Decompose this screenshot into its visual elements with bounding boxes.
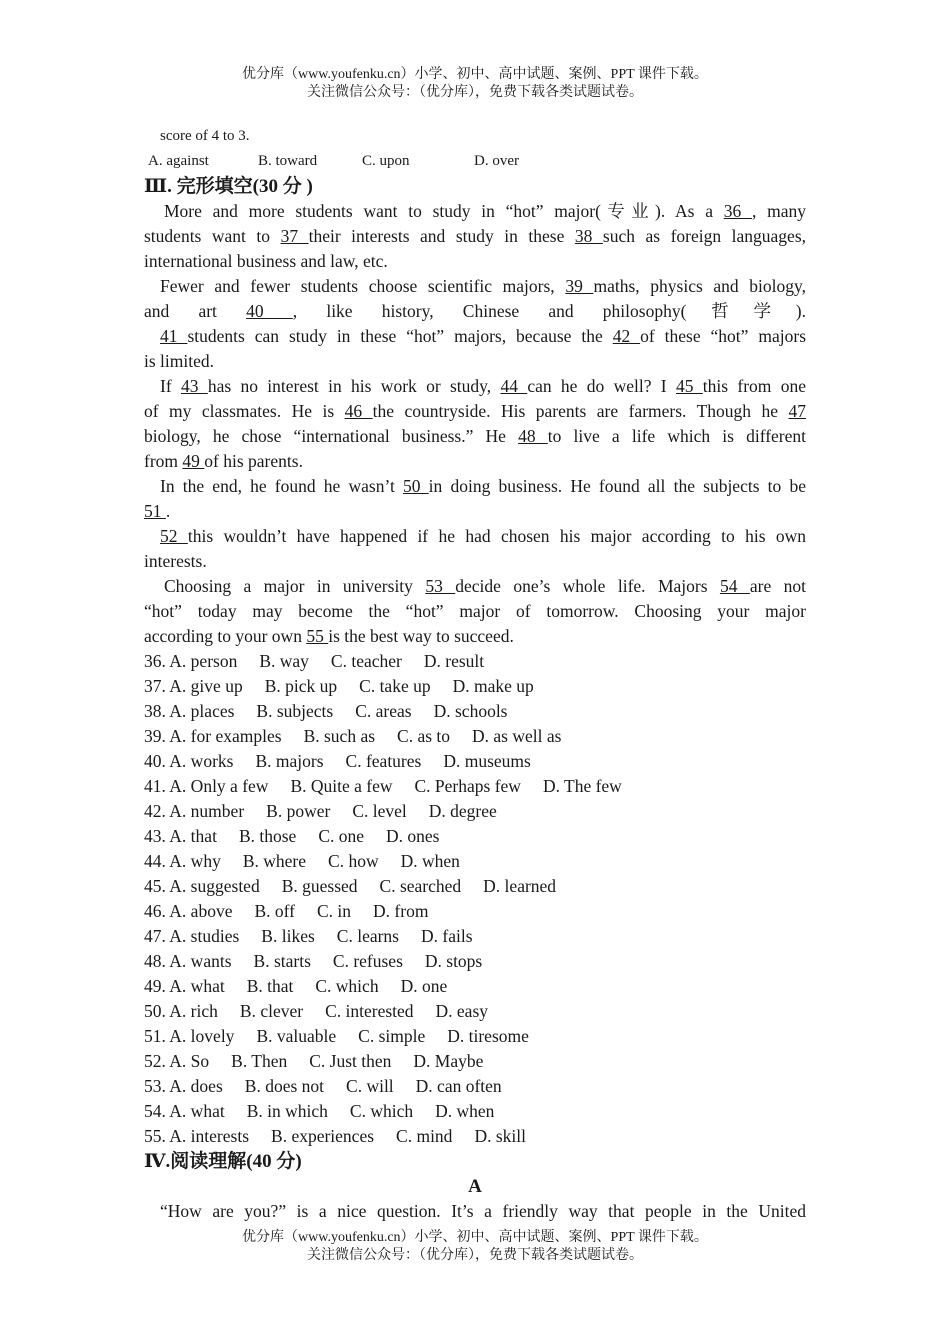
passage-text: such as foreign languages, [602,226,807,246]
option-c: C. simple [358,1026,426,1046]
question-number: 38. [144,701,166,721]
passage-line [144,549,806,574]
passage-line [144,574,806,599]
option-b: B. way [259,651,309,671]
option-a: A. does [169,1076,223,1096]
option-c: C. level [352,801,407,821]
passage-line [144,374,806,399]
option-b: B. likes [261,926,315,946]
question-number: 47. [144,926,166,946]
passage-line [144,599,806,624]
passage-line [144,349,806,374]
question-row [144,749,806,774]
question-row [144,924,806,949]
option-a: A. places [169,701,235,721]
option-d: D. learned [483,876,557,896]
question-number: 42. [144,801,166,821]
passage-text: . [165,501,171,521]
option-c: C. in [317,901,352,921]
question-row [144,974,806,999]
blank-number: 37 [280,226,309,246]
passage-line [144,499,806,524]
option-d: D. ones [386,826,440,846]
passage-text: biology, he chose “international business.” He [144,426,519,446]
question-number: 50. [144,1001,166,1021]
option-b: B. does not [244,1076,325,1096]
question-row [144,949,806,974]
option-b: B. subjects [256,701,334,721]
blank-number: 49 [182,451,205,471]
option-a: A. works [169,751,234,771]
option-d: D. schools [433,701,508,721]
option-b: B. those [238,826,297,846]
option-d: D. over [474,153,519,169]
option-c: C. searched [379,876,462,896]
option-b: B. such as [303,726,376,746]
option-c: C. how [328,851,379,871]
blank-number: 43 [180,376,208,396]
option-b: B. that [246,976,294,996]
option-d: D. tiresome [447,1026,529,1046]
option-b: B. where [242,851,307,871]
passage-text: interests. [144,551,207,571]
passage-text: this wouldn’t have happened if he had chosen his major according to his own [187,526,806,546]
passage-line [144,399,806,424]
passage-line [144,299,806,324]
cloze-passage [144,199,806,649]
question-number: 52. [144,1051,166,1071]
passage-text: has no interest in his work or study, [207,376,501,396]
blank-number: 52 [160,526,188,546]
option-c: C. will [346,1076,394,1096]
question-number: 39. [144,726,166,746]
passage-text: “hot” today may become the “hot” major of tomorrow. Choosing your major [144,601,806,621]
passage-text: is limited. [144,351,214,371]
option-d: D. fails [421,926,473,946]
option-d: D. when [435,1101,495,1121]
blank-number: 42 [612,326,641,346]
question-number: 46. [144,901,166,921]
option-a: A. why [169,851,221,871]
option-d: D. degree [428,801,497,821]
question-number: 43. [144,826,166,846]
passage-line [144,249,806,274]
option-a: A. interests [169,1126,250,1146]
section-4-title: Ⅳ.阅读理解(40 分) [144,1151,302,1172]
passage-text: More and more students want to study in “hot” major(专业). As a [164,201,724,221]
passage-text: their interests and study in these [308,226,575,246]
option-d: D. Maybe [413,1051,484,1071]
option-d: D. when [400,851,460,871]
passage-line [144,199,806,224]
option-a: A. wants [169,951,232,971]
option-a: A. number [169,801,245,821]
option-b: B. majors [255,751,324,771]
option-a: A. So [169,1051,210,1071]
blank-number: 53 [425,576,456,596]
passage-line [144,624,806,649]
option-d: D. make up [452,676,534,696]
page-footer [0,1229,950,1265]
question-number: 45. [144,876,166,896]
question-row [144,849,806,874]
question-row [144,774,806,799]
passage-text: Choosing a major in university [164,576,426,596]
option-b: B. off [254,901,295,921]
option-c: C. interested [325,1001,414,1021]
passage-text: according to your own [144,626,307,646]
passage-text: to live a life which is different [547,426,807,446]
blank-number: 54 [719,576,750,596]
option-b: B. guessed [281,876,358,896]
option-a: A. Only a few [169,776,269,796]
option-c: C. which [349,1101,414,1121]
question-row [144,799,806,824]
blank-number: 51 [144,501,166,521]
passage-line [144,524,806,549]
question-row [144,824,806,849]
option-b: B. experiences [271,1126,375,1146]
passage-text: in doing business. He found all the subjects to be [428,476,806,496]
option-a: A. rich [169,1001,218,1021]
option-b: B. clever [239,1001,304,1021]
option-b: B. Quite a few [290,776,393,796]
footer-line-2: 关注微信公众号：（优分库），免费下载各类试题试卷。 [307,1248,643,1263]
passage-text: from [144,451,183,471]
passage-text: the countryside. His parents are farmers. Though he [372,401,789,421]
question-number: 37. [144,676,166,696]
question-row [144,674,806,699]
question-number: 51. [144,1026,166,1046]
question-row [144,1049,806,1074]
blank-number: 48 [518,426,548,446]
option-a: A. against [148,153,209,169]
question-row [144,649,806,674]
passage-text: In the end, he found he wasn’t [160,476,403,496]
question-row [144,1124,806,1149]
option-c: C. as to [397,726,451,746]
option-b: B. toward [258,153,318,169]
option-a: A. what [169,976,225,996]
blank-number: 45 [675,376,703,396]
passage-text: maths, physics and biology, [593,276,807,296]
option-a: A. that [169,826,217,846]
passage-text: can he do well? I [527,376,676,396]
option-c: C. take up [359,676,431,696]
blank-number: 40 [246,301,293,321]
question-number: 54. [144,1101,166,1121]
footer-line-1: 优分库（www.youfenku.cn）小学、初中、高中试题、案例、PPT 课件下载。 [242,1230,708,1245]
cloze-questions [144,649,806,1149]
prev-question-stem: score of 4 to 3. [160,128,250,144]
option-b: B. in which [246,1101,328,1121]
passage-text: Fewer and fewer students choose scientific majors, [160,276,566,296]
option-a: A. for examples [169,726,282,746]
question-row [144,724,806,749]
option-d: D. result [423,651,485,671]
passage-text: is the best way to succeed. [328,626,514,646]
option-c: C. learns [336,926,399,946]
option-d: D. museums [443,751,531,771]
blank-number: 36 [723,201,752,221]
header-line-1: 优分库（www.youfenku.cn）小学、初中、高中试题、案例、PPT 课件下载。 [242,67,708,82]
passage-text: decide one’s whole life. Majors [455,576,720,596]
passage-text: students want to [144,226,281,246]
passage-text: international business and law, etc. [144,251,388,271]
page-header [0,66,950,102]
passage-line [144,424,806,449]
option-b: B. Then [231,1051,288,1071]
passage-text: of his parents. [204,451,303,471]
passage-a-label: A [468,1176,482,1197]
option-a: A. give up [169,676,243,696]
passage-text: , many [752,201,807,221]
question-row [144,1099,806,1124]
question-row [144,999,806,1024]
option-c: C. areas [355,701,412,721]
question-row [144,1024,806,1049]
option-d: D. can often [415,1076,502,1096]
option-c: C. one [318,826,365,846]
option-c: C. mind [396,1126,453,1146]
prev-question-options [144,149,806,174]
passage-text: are not [749,576,806,596]
question-row [144,699,806,724]
passage-line [144,324,806,349]
passage-text: , like history, Chinese and philosophy(哲学). [292,301,807,321]
option-d: D. one [400,976,448,996]
option-d: D. stops [424,951,483,971]
passage-line [144,474,806,499]
question-row [144,874,806,899]
exam-page [144,124,806,1224]
blank-number: 44 [500,376,528,396]
blank-number: 41 [160,326,188,346]
option-c: C. Just then [309,1051,392,1071]
question-number: 53. [144,1076,166,1096]
option-a: A. above [169,901,233,921]
option-b: B. power [266,801,331,821]
option-d: D. as well as [472,726,562,746]
blank-number: 38 [574,226,603,246]
option-b: B. valuable [256,1026,337,1046]
option-a: A. studies [169,926,240,946]
blank-number: 50 [403,476,429,496]
question-row [144,899,806,924]
blank-number: 55 [306,626,329,646]
question-number: 40. [144,751,166,771]
option-d: D. easy [435,1001,489,1021]
header-line-2: 关注微信公众号：（优分库），免费下载各类试题试卷。 [307,85,643,100]
passage-text: students can study in these “hot” majors, because the [187,326,613,346]
question-number: 48. [144,951,166,971]
passage-text: of these “hot” majors [640,326,806,346]
question-number: 41. [144,776,166,796]
option-c: C. which [315,976,379,996]
passage-a-first-line: “How are you?” is a nice question. It’s a friendly way that people in the United [160,1201,806,1221]
question-number: 36. [144,651,166,671]
option-b: B. starts [253,951,311,971]
option-c: C. Perhaps few [414,776,521,796]
option-a: A. lovely [169,1026,235,1046]
option-a: A. suggested [169,876,260,896]
passage-line [144,224,806,249]
section-3-title: Ⅲ. 完形填空(30 分 ) [144,176,313,197]
passage-text: this from one [702,376,807,396]
option-c: C. upon [362,153,410,169]
option-a: A. person [169,651,238,671]
passage-text: If [160,376,181,396]
option-d: D. from [373,901,429,921]
option-c: C. teacher [330,651,402,671]
question-row [144,1074,806,1099]
option-b: B. pick up [264,676,338,696]
option-c: C. refuses [332,951,403,971]
question-number: 44. [144,851,166,871]
option-d: D. skill [474,1126,526,1146]
passage-text: of my classmates. He is [144,401,345,421]
blank-number: 47 [788,401,806,421]
passage-line [144,274,806,299]
passage-line [144,449,806,474]
option-a: A. what [169,1101,225,1121]
blank-number: 39 [565,276,594,296]
question-number: 55. [144,1126,166,1146]
passage-text: and art [144,301,247,321]
question-number: 49. [144,976,166,996]
blank-number: 46 [344,401,373,421]
option-c: C. features [345,751,422,771]
option-d: D. The few [542,776,622,796]
